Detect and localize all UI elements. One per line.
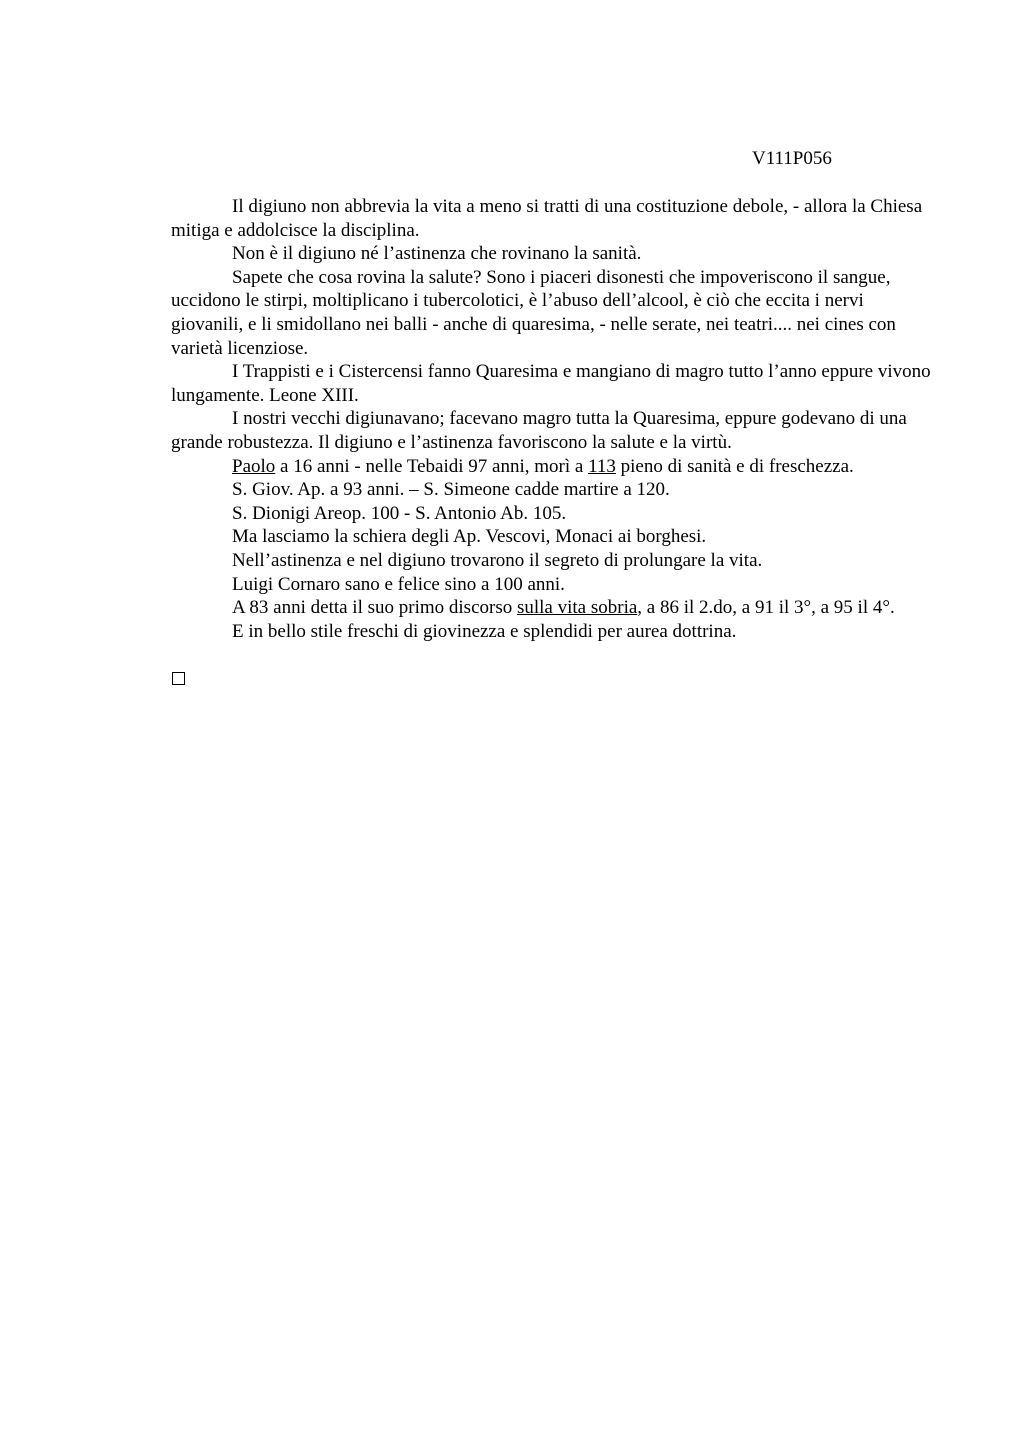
paragraph-1: Il digiuno non abbrevia la vita a meno si tratti di una costituzione debole, - allora la Chiesa mitiga e addolcisce la disciplina. [171, 196, 923, 241]
paragraph-5: I nostri vecchi digiunavano; facevano magro tutta la Quaresima, eppure godevano di una grande robustezza. Il digiuno e l’astinenza favoriscono la salute e la virtù. [171, 408, 907, 453]
paragraph-text: A 83 anni detta il suo primo discorso [232, 597, 517, 619]
paragraph-10: Nell’astinenza e nel digiuno trovarono il segreto di prolungare la vita. [232, 549, 763, 571]
underlined-title: sulla vita sobria [516, 597, 638, 619]
paragraph-4: I Trappisti e i Cistercensi fanno Quaresima e mangiano di magro tutto l’anno eppure vivono lungamente. Leone XIII. [171, 361, 931, 406]
square-outline-icon [172, 672, 185, 685]
paragraph-6 [171, 455, 931, 479]
underlined-name: Paolo [232, 455, 276, 477]
paragraph-9: Ma lasciamo la schiera degli Ap. Vescovi, Monaci ai borghesi. [232, 526, 707, 548]
paragraph-text: pieno di sanità e di freschezza. [615, 455, 854, 477]
paragraph-11: Luigi Cornaro sano e felice sino a 100 anni. [232, 573, 565, 595]
paragraph-text: , a 86 il 2.do, a 91 il 3°, a 95 il 4°. [637, 597, 895, 619]
paragraph-2: Non è il digiuno né l’astinenza che rovinano la sanità. [232, 243, 642, 265]
page-code: V111P056 [752, 148, 832, 169]
document-body [171, 195, 931, 643]
paragraph-3: Sapete che cosa rovina la salute? Sono i piaceri disonesti che impoveriscono il sangue, uccidono le stirpi, moltiplicano i tubercolotici, è l’abuso dell’alcool, è ciò che eccita i nervi giovanili, e li smidollano nei balli - anche di quaresima, - nelle serate, nei teatri.... nei cines con varietà licenziose. [171, 266, 896, 359]
paragraph-12 [171, 596, 931, 620]
paragraph-7: S. Giov. Ap. a 93 anni. – S. Simeone cadde martire a 120. [232, 479, 670, 501]
paragraph-text: a 16 anni - nelle Tebaidi 97 anni, morì a [275, 455, 589, 477]
paragraph-13: E in bello stile freschi di giovinezza e splendidi per aurea dottrina. [232, 620, 737, 642]
paragraph-8: S. Dionigi Areop. 100 - S. Antonio Ab. 105. [232, 502, 567, 524]
underlined-number: 113 [588, 455, 616, 477]
